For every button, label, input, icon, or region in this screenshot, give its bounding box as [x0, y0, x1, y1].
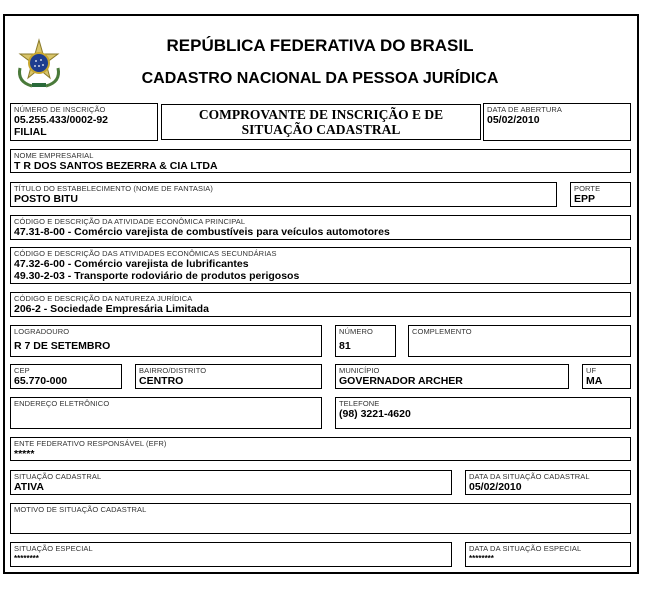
motivo-label: MOTIVO DE SITUAÇÃO CADASTRAL	[14, 505, 147, 514]
atividade-principal-label: CÓDIGO E DESCRIÇÃO DA ATIVIDADE ECONÔMICA PRINCIPAL	[14, 217, 246, 226]
efr-label: ENTE FEDERATIVO RESPONSÁVEL (EFR)	[14, 439, 167, 448]
situacao-value: ATIVA	[14, 481, 44, 493]
data-situacao-especial-box	[465, 542, 631, 567]
natureza-juridica-value: 206-2 - Sociedade Empresária Limitada	[14, 303, 209, 315]
telefone-label: TELEFONE	[339, 399, 380, 408]
email-label: ENDEREÇO ELETRÔNICO	[14, 399, 110, 408]
atividades-secundarias-label: CÓDIGO E DESCRIÇÃO DAS ATIVIDADES ECONÔMICAS SECUNDÁRIAS	[14, 249, 277, 258]
situacao-box	[10, 470, 452, 495]
page-subtitle: CADASTRO NACIONAL DA PESSOA JURÍDICA	[141, 70, 499, 87]
municipio-box	[335, 364, 569, 389]
numero-label: NÚMERO	[339, 327, 373, 336]
bairro-value: CENTRO	[139, 375, 184, 387]
porte-label: PORTE	[574, 184, 601, 193]
email-box	[10, 397, 322, 429]
abertura-box	[483, 103, 631, 141]
data-situacao-especial-label: DATA DA SITUAÇÃO ESPECIAL	[469, 544, 582, 553]
situacao-especial-value: ********	[14, 554, 39, 563]
atividade-secundaria-item: 49.30-2-03 - Transporte rodoviário de produtos perigosos	[14, 270, 300, 282]
data-situacao-value: 05/02/2010	[469, 481, 522, 493]
situacao-label: SITUAÇÃO CADASTRAL	[14, 472, 102, 481]
porte-value: EPP	[574, 193, 596, 205]
situacao-especial-box	[10, 542, 452, 567]
cep-box	[10, 364, 122, 389]
nome-empresarial-box	[10, 149, 631, 173]
page-title: REPÚBLICA FEDERATIVA DO BRASIL	[166, 36, 474, 55]
inscricao-tipo: FILIAL	[14, 126, 47, 138]
cep-label: CEP	[14, 366, 30, 375]
logradouro-label: LOGRADOURO	[14, 327, 70, 336]
atividade-principal-box	[10, 215, 631, 240]
fantasia-value: POSTO BITU	[14, 193, 78, 205]
data-situacao-box	[465, 470, 631, 495]
nome-empresarial-label: NOME EMPRESARIAL	[14, 151, 94, 160]
municipio-label: MUNICÍPIO	[339, 366, 380, 375]
porte-box	[570, 182, 631, 207]
fantasia-label: TÍTULO DO ESTABELECIMENTO (NOME DE FANTASIA)	[14, 184, 214, 193]
atividades-secundarias-box	[10, 247, 631, 284]
data-situacao-especial-value: ********	[469, 554, 494, 563]
data-situacao-label: DATA DA SITUAÇÃO CADASTRAL	[469, 472, 590, 481]
numero-value: 81	[339, 340, 351, 352]
nome-empresarial-value: T R DOS SANTOS BEZERRA & CIA LTDA	[14, 160, 218, 172]
inscricao-label: NÚMERO DE INSCRIÇÃO	[14, 105, 106, 114]
cep-value: 65.770-000	[14, 375, 68, 387]
inscricao-value: 05.255.433/0002-92	[14, 114, 109, 126]
numero-box	[335, 325, 396, 357]
complemento-label: COMPLEMENTO	[412, 327, 472, 336]
bairro-box	[135, 364, 322, 389]
atividade-secundaria-item: 47.32-6-00 - Comércio varejista de lubrificantes	[14, 258, 249, 270]
natureza-juridica-label: CÓDIGO E DESCRIÇÃO DA NATUREZA JURÍDICA	[14, 294, 193, 303]
atividade-principal-value: 47.31-8-00 - Comércio varejista de combustíveis para veículos automotores	[14, 226, 390, 238]
complemento-box	[408, 325, 631, 357]
efr-box	[10, 437, 631, 461]
municipio-value: GOVERNADOR ARCHER	[339, 375, 463, 387]
telefone-box	[335, 397, 631, 429]
bairro-label: BAIRRO/DISTRITO	[139, 366, 207, 375]
logradouro-value: R 7 DE SETEMBRO	[14, 340, 111, 352]
situacao-especial-label: SITUAÇÃO ESPECIAL	[14, 544, 93, 553]
logradouro-box	[10, 325, 322, 357]
efr-value: *****	[14, 448, 35, 460]
motivo-box	[10, 503, 631, 534]
telefone-value: (98) 3221-4620	[339, 408, 411, 420]
document-title: COMPROVANTE DE INSCRIÇÃO E DE SITUAÇÃO CADASTRAL	[161, 104, 481, 140]
abertura-value: 05/02/2010	[487, 114, 540, 126]
inscricao-box	[10, 103, 158, 141]
fantasia-box	[10, 182, 557, 207]
uf-box	[582, 364, 631, 389]
uf-value: MA	[586, 375, 603, 387]
abertura-label: DATA DE ABERTURA	[487, 105, 562, 114]
natureza-juridica-box	[10, 292, 631, 317]
uf-label: UF	[586, 366, 597, 375]
